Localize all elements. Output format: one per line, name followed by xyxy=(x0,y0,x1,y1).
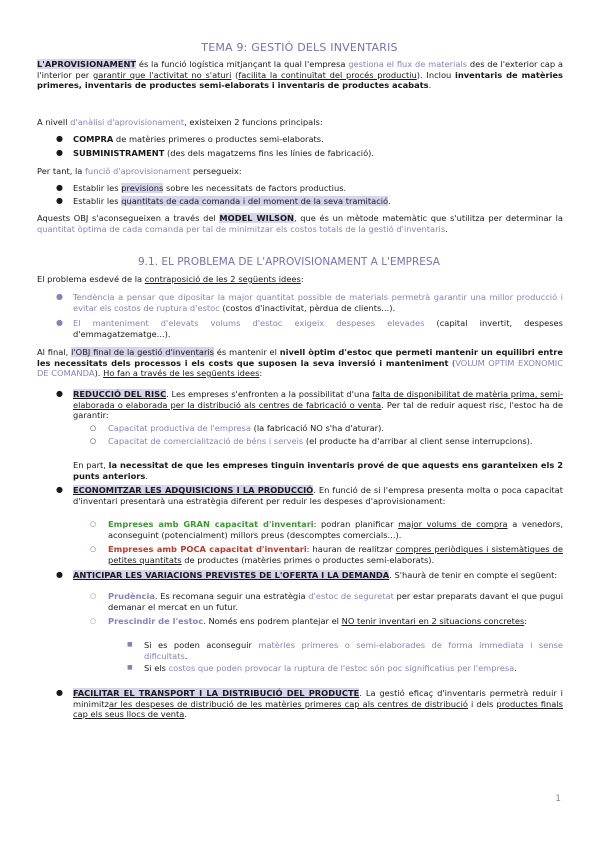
condition-item xyxy=(144,663,563,674)
alfinal-text-5: : xyxy=(259,368,263,378)
goal-pre: Establir les xyxy=(73,183,122,193)
risc-conclusion-bold: la necessitat de que les empreses tinguin inventaris prové de que aquests ens garanteixen els 2 punts anteriors xyxy=(73,460,563,481)
wilson-paragraph xyxy=(37,213,563,234)
pertant-purple: funció d'aprovisionament xyxy=(85,166,191,176)
bullet-dot: ● xyxy=(56,688,63,697)
facilitar-text-1: . La gestió eficaç d'inventaris permetrà reduir i minimitz xyxy=(73,688,563,709)
facilitar-text-2: i dels xyxy=(467,698,497,709)
goal-item xyxy=(73,196,563,207)
prescindir-label: Prescindir de l'estoc xyxy=(108,616,204,626)
bullet-dot: ● xyxy=(56,196,63,205)
intro-underline-1: garantir que l'activitat no s'aturi xyxy=(92,69,232,80)
risc-sub-purple: Capacitat productiva de l'empresa xyxy=(108,423,251,433)
intro-text-2: des de l'exterior cap a l'interior per xyxy=(37,59,563,80)
facilitar-text-3: . xyxy=(184,709,188,719)
circle-bullet: ○ xyxy=(90,617,97,625)
wilson-text-1: Aquests OBJ s'aconsegueixen a través del xyxy=(37,213,220,223)
nivell-text-2: , existeixen 2 funcions principals: xyxy=(184,117,323,127)
economitzar-green-item xyxy=(108,519,563,540)
facilitar-heading: FACILITAR EL TRANSPORT I LA DISTRIBUCIÓ DEL PRODUCTE xyxy=(73,688,360,698)
intro-text-5: . xyxy=(428,80,432,90)
economitzar-red-text-1: : hauran de realitzar xyxy=(306,544,396,554)
goal-post: . xyxy=(388,196,391,206)
prudencia-text-1: . Es recomana seguir una estratègia xyxy=(154,591,309,601)
nivell-paragraph xyxy=(37,117,563,128)
problema-paragraph xyxy=(37,274,563,285)
economitzar-green: Empreses amb GRAN capacitat d'inventari xyxy=(108,519,314,529)
risc-sub-text: (el producte ha d'arribar al client sense interrupcions). xyxy=(303,436,533,446)
economitzar-green-text-1: : podran planificar xyxy=(313,519,399,529)
wilson-model: MODEL WILSON xyxy=(219,213,294,223)
prescindir-text-2: : xyxy=(524,616,528,626)
bullet-dot: ● xyxy=(56,570,63,579)
intro-paragraph xyxy=(37,59,563,91)
idea-item xyxy=(73,292,563,313)
page-number: 1 xyxy=(555,794,561,804)
prudencia-purple: d'estoc de seguretat xyxy=(308,591,394,601)
idea-text: (costos d'inactivitat, pèrdua de clients...). xyxy=(219,302,396,313)
condition-item xyxy=(144,640,563,661)
goal-pre: Establir les xyxy=(73,196,122,206)
alfinal-purple: VOLUM OPTIM EXONOMIC DE COMANDA xyxy=(37,357,564,378)
function-text: (des dels magatzems fins les línies de fabricació). xyxy=(164,148,375,158)
circle-bullet: ○ xyxy=(90,424,97,432)
goal-highlight: previsions xyxy=(121,183,164,193)
prudencia-item xyxy=(108,591,563,612)
bullet-dot: ● xyxy=(56,134,63,143)
section-heading: 9.1. EL PROBLEMA DE L'APROVISIONAMENT A L'EMPRESA xyxy=(138,256,440,268)
idea-purple: El manteniment d'elevats volums d'estoc exigeix despeses elevades xyxy=(73,318,425,328)
economitzar-heading: ECONOMITZAR LES ADQUISICIONS I LA PRODUCCIÓ xyxy=(73,485,314,495)
wilson-text-3: . xyxy=(445,223,448,234)
condition-purple: costos que poden provocar la ruptura de l'estoc són poc significatius per l'empresa xyxy=(168,663,515,673)
nivell-text-1: A nivell xyxy=(37,117,71,127)
risc-sub-purple: Capacitat de comercialització de béns i serveis xyxy=(108,436,304,446)
wilson-purple: quantitat òptima de cada comanda per tal de minimitzar els costos totals de la gestió d'inventaris xyxy=(37,223,446,234)
anticipar-paragraph xyxy=(73,570,563,581)
alfinal-text-2: és mantenir el xyxy=(214,347,280,357)
function-text: de matèries primeres o productes semi-elaborats. xyxy=(113,134,324,144)
bullet-dot: ● xyxy=(56,318,63,327)
pertant-text-1: Per tant, la xyxy=(37,166,86,176)
intro-term: L'APROVISIONAMENT xyxy=(37,59,137,69)
alfinal-highlight: l'OBJ final de la gestió d'inventaris xyxy=(71,347,214,357)
risc-paragraph xyxy=(73,389,563,421)
risc-text-1: . Les empreses s'enfronten a la possibilitat d'una xyxy=(166,389,373,399)
risc-sub-text: (la fabricació NO s'ha d'aturar). xyxy=(250,423,384,433)
intro-text-1: és la funció logística mitjançant la qual l'empresa xyxy=(136,59,349,69)
problema-text-1: El problema esdevé de la xyxy=(37,274,145,284)
alfinal-text-1: Al final, xyxy=(37,347,72,357)
circle-bullet: ○ xyxy=(90,545,97,553)
condition-purple: matèries primeres o semi-elaborades de forma immediata i sense dificultats xyxy=(144,640,564,661)
facilitar-underline-2: productes finals cap els seus llocs de venta xyxy=(73,698,563,719)
goal-item xyxy=(73,183,563,194)
intro-purple-1: gestiona el flux de materials xyxy=(348,59,468,69)
alfinal-bold: nivell òptim d'estoc que permeti mantenir un equilibri entre les necessitats dels processos i els costs que suposen la seva inversió i manteniment xyxy=(37,347,563,368)
alfinal-underline: Ho fan a través de les següents idees xyxy=(103,368,260,378)
risc-heading: REDUCCIÓ DEL RISC xyxy=(73,389,167,399)
idea-purple: Tendència a pensar que dipositar la major quantitat possible de materials permetrà garantir una millor producció i evitar els costos de ruptura d'estoc xyxy=(73,292,563,313)
anticipar-heading: ANTICIPAR LES VARIACIONS PREVISTES DE L'OFERTA I LA DEMANDA xyxy=(73,570,390,580)
wilson-text-2: , que és un mètode matemàtic que s'utilitza per determinar la xyxy=(293,213,563,223)
problema-underline: contraposició de les 2 següents idees xyxy=(144,274,301,284)
prescindir-text-1: . Només ens podrem plantejar el xyxy=(203,616,342,626)
risc-text-2: . Per tal de reduir aquest risc, l'estoc ha de garantir: xyxy=(73,399,563,420)
intro-text-3: ( xyxy=(231,69,239,80)
idea-text: (capital invertit, despeses d'emmagatzematge...). xyxy=(73,318,563,339)
goal-post: sobre les necessitats de factors productius. xyxy=(163,183,347,193)
economitzar-green-text-2: a venedors, aconseguint (potencialment) millors preus (descomptes comercials...). xyxy=(108,519,564,540)
anticipar-text: . S'haurà de tenir en compte el següent: xyxy=(389,570,558,580)
condition-text-2: . xyxy=(184,650,188,661)
nivell-purple: d'anàlisi d'aprovisionament xyxy=(70,117,185,127)
economitzar-paragraph xyxy=(73,485,563,506)
prudencia-label: Prudència xyxy=(108,591,155,601)
function-item xyxy=(73,134,563,145)
prescindir-item xyxy=(108,616,563,627)
condition-text-1: Si els xyxy=(144,663,169,673)
idea-item xyxy=(73,318,563,339)
economitzar-text: . En funció de si l'empresa presenta molta o poca capacitat d'inventari presentarà una estratègia diferent per reduir les despeses d'aprovisionament: xyxy=(73,485,563,506)
economitzar-green-underline: major volums de compra xyxy=(398,519,508,529)
risc-sub-item xyxy=(108,436,563,447)
function-item xyxy=(73,148,563,159)
risc-conclusion-text-2: . xyxy=(145,470,148,481)
economitzar-red-underline: compres periòdiques i sistemàtiques de petites quantitats xyxy=(108,544,563,565)
circle-bullet: ○ xyxy=(90,592,97,600)
economitzar-red-text-2: de productes (matèries primes o productes semi-elaborats). xyxy=(181,554,435,565)
intro-underline-2: facilita la continuïtat del procés productiu xyxy=(238,69,417,80)
square-bullet: ■ xyxy=(127,641,133,648)
bullet-dot: ● xyxy=(56,148,63,157)
bullet-dot: ● xyxy=(56,183,63,192)
prudencia-text-2: per estar preparats davant el que pugui demanar el mercat en un futur. xyxy=(108,591,563,612)
bullet-dot: ● xyxy=(56,389,63,398)
risc-sub-item xyxy=(108,423,563,434)
intro-text-4: ). Inclou xyxy=(416,69,456,80)
square-bullet: ■ xyxy=(127,664,133,671)
alfinal-text-3: ( xyxy=(448,357,456,368)
pertant-text-2: persegueix: xyxy=(190,166,242,176)
economitzar-red: Empreses amb POCA capacitat d'inventari xyxy=(108,544,307,554)
condition-text-1: Si es poden aconseguir xyxy=(144,640,259,650)
function-bold: SUBMINISTRAMENT xyxy=(73,148,165,158)
goal-highlight: quantitats de cada comanda i del moment de la seva tramitació xyxy=(121,196,388,206)
prescindir-underline: NO tenir inventari en 2 situacions concretes xyxy=(341,616,525,626)
problema-text-2: : xyxy=(300,274,304,284)
circle-bullet: ○ xyxy=(90,520,97,528)
economitzar-red-item xyxy=(108,544,563,565)
bullet-dot: ● xyxy=(56,292,63,301)
alfinal-paragraph xyxy=(37,347,563,379)
pertant-paragraph xyxy=(37,166,563,177)
condition-text-2: . xyxy=(514,663,517,673)
alfinal-text-4: ). xyxy=(94,368,104,378)
page-title: TEMA 9: GESTIÓ DELS INVENTARIS xyxy=(201,41,398,54)
risc-conclusion-text-1: En part, xyxy=(73,460,109,470)
bullet-dot: ● xyxy=(56,485,63,494)
facilitar-underline-1: ar les despeses de distribució de les matèries primeres cap als centres de distribució xyxy=(108,698,468,709)
risc-underline: falta de disponibilitat de matèria prima, semi-elaborada o elaborada per la distribució als centres de fabricació o venta xyxy=(73,389,563,410)
risc-conclusion xyxy=(73,460,563,481)
circle-bullet: ○ xyxy=(90,437,97,445)
intro-bold-1: inventaris de matèries primeres, inventaris de productes semi-elaborats i inventaris de productes acabats xyxy=(37,69,563,90)
facilitar-paragraph xyxy=(73,688,563,720)
function-bold: COMPRA xyxy=(73,134,114,144)
